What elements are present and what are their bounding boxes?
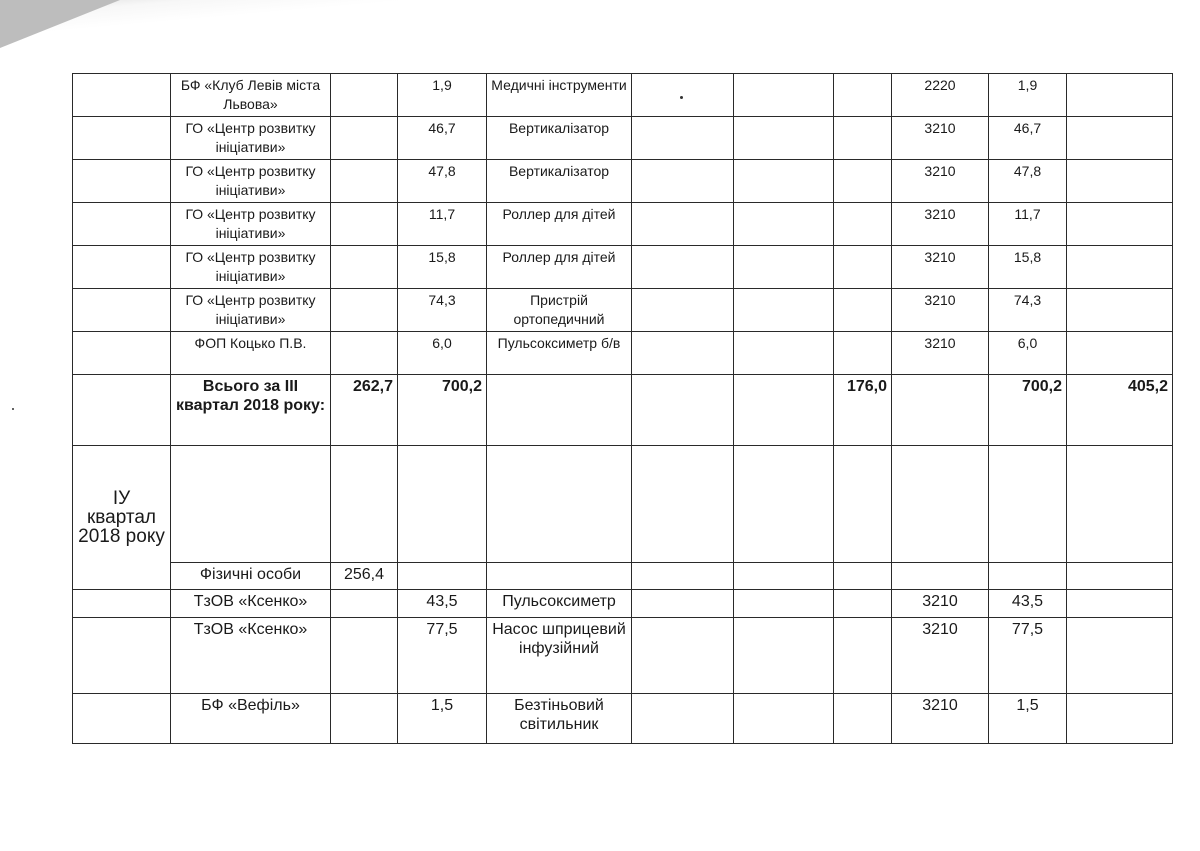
sum-cell: 43,5: [989, 590, 1067, 618]
amount-cell: 6,0: [398, 332, 487, 375]
quarter-label: ІУ квартал 2018 року: [73, 446, 171, 590]
sum-cell: 1,5: [989, 694, 1067, 744]
code-cell: 3210: [892, 246, 989, 289]
amount-cell: 11,7: [398, 203, 487, 246]
table-row: [73, 203, 1173, 246]
code-cell: 3210: [892, 590, 989, 618]
table-row: [73, 694, 1173, 744]
table-row: [73, 246, 1173, 289]
org-cell: ГО «Центр розвитку ініціативи»: [171, 246, 331, 289]
total-row: [73, 375, 1173, 446]
sum-cell: 6,0: [989, 332, 1067, 375]
donations-table: [72, 73, 1173, 744]
code-cell: 3210: [892, 160, 989, 203]
code-cell: 3210: [892, 289, 989, 332]
code-cell: 3210: [892, 694, 989, 744]
sum-cell: 15,8: [989, 246, 1067, 289]
table-row: [73, 563, 1173, 590]
table-row: [73, 332, 1173, 375]
item-cell: Насос шприцевий інфузійний: [487, 618, 632, 694]
amount-cell: 47,8: [398, 160, 487, 203]
code-cell: 3210: [892, 332, 989, 375]
code-cell: 3210: [892, 618, 989, 694]
item-cell: Вертикалізатор: [487, 117, 632, 160]
table-row: [73, 590, 1173, 618]
code-cell: 2220: [892, 74, 989, 117]
amount-cell: 46,7: [398, 117, 487, 160]
sum-cell: 47,8: [989, 160, 1067, 203]
item-cell: Роллер для дітей: [487, 246, 632, 289]
sum-cell: 46,7: [989, 117, 1067, 160]
amount-cell: 1,5: [398, 694, 487, 744]
org-cell: БФ «Клуб Левів міста Львова»: [171, 74, 331, 117]
total-col7: 176,0: [834, 375, 892, 446]
cash-cell: 256,4: [331, 563, 398, 590]
item-cell: Пульсоксиметр: [487, 590, 632, 618]
org-cell: БФ «Вефіль»: [171, 694, 331, 744]
org-cell: ТзОВ «Ксенко»: [171, 590, 331, 618]
org-cell: Фізичні особи: [171, 563, 331, 590]
org-cell: ТзОВ «Ксенко»: [171, 618, 331, 694]
amount-cell: 77,5: [398, 618, 487, 694]
amount-cell: 43,5: [398, 590, 487, 618]
total-label: Всього за ІІІ квартал 2018 року:: [171, 375, 331, 446]
paper-corner-fold: [0, 0, 120, 48]
item-cell: Безтіньовий світильник: [487, 694, 632, 744]
table-row: [73, 446, 1173, 563]
item-cell: Роллер для дітей: [487, 203, 632, 246]
code-cell: 3210: [892, 203, 989, 246]
sum-cell: 77,5: [989, 618, 1067, 694]
amount-cell: 1,9: [398, 74, 487, 117]
item-cell: Пристрій ортопедичний: [487, 289, 632, 332]
total-goods: 700,2: [398, 375, 487, 446]
table-row: [73, 289, 1173, 332]
total-col9: 700,2: [989, 375, 1067, 446]
org-cell: ГО «Центр розвитку ініціативи»: [171, 289, 331, 332]
org-cell: ГО «Центр розвитку ініціативи»: [171, 203, 331, 246]
table-row: [73, 74, 1173, 117]
item-cell: Вертикалізатор: [487, 160, 632, 203]
item-cell: Медичні інструменти: [487, 74, 632, 117]
scan-edge-shadow: [0, 0, 1200, 60]
org-cell: ГО «Центр розвитку ініціативи»: [171, 117, 331, 160]
sum-cell: 74,3: [989, 289, 1067, 332]
table-row: [73, 618, 1173, 694]
sum-cell: 11,7: [989, 203, 1067, 246]
table-row: [73, 117, 1173, 160]
code-cell: 3210: [892, 117, 989, 160]
item-cell: Пульсоксиметр б/в: [487, 332, 632, 375]
scan-speck: [12, 408, 14, 410]
total-col10: 405,2: [1067, 375, 1173, 446]
table-row: [73, 160, 1173, 203]
amount-cell: 15,8: [398, 246, 487, 289]
sum-cell: 1,9: [989, 74, 1067, 117]
org-cell: ГО «Центр розвитку ініціативи»: [171, 160, 331, 203]
amount-cell: 74,3: [398, 289, 487, 332]
org-cell: ФОП Коцько П.В.: [171, 332, 331, 375]
total-cash: 262,7: [331, 375, 398, 446]
